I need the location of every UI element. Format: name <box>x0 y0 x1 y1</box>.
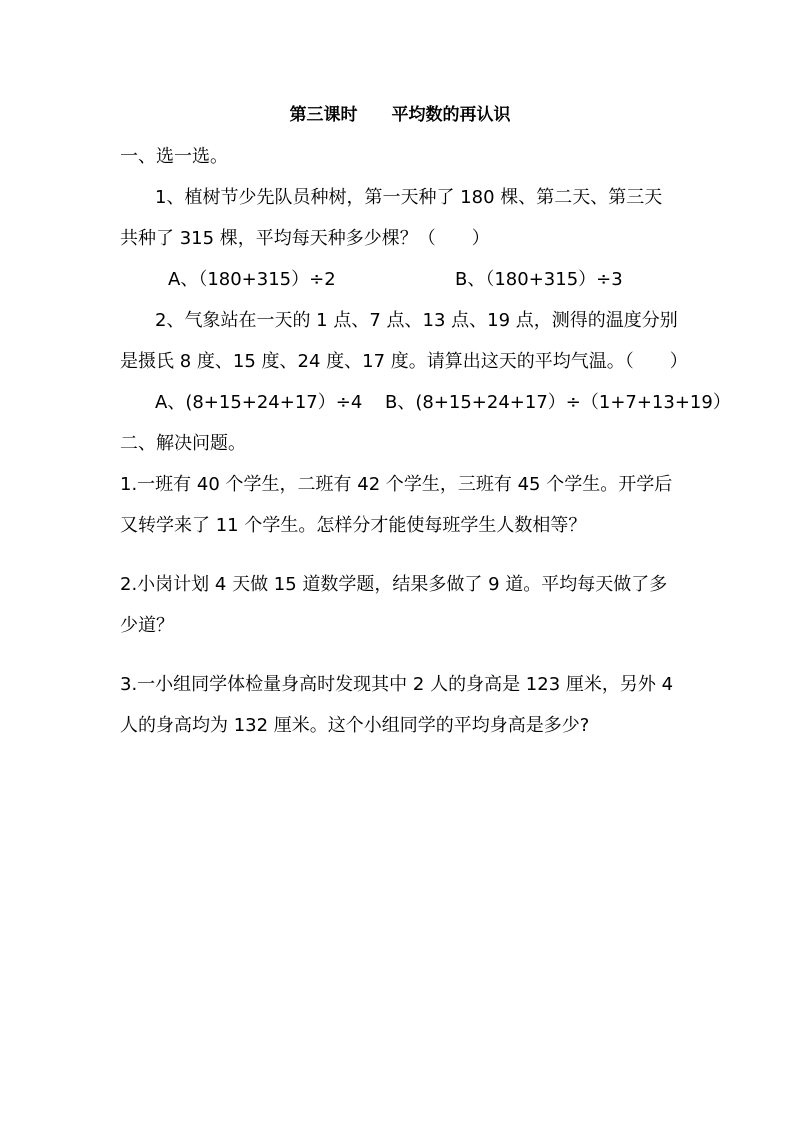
question-2-option-a: A、(8+15+24+17）÷4 <box>155 392 363 413</box>
problem-1-line-1: 1.一班有 40 个学生，二班有 42 个学生，三班有 45 个学生。开学后 <box>120 474 673 495</box>
question-2-option-b: B、(8+15+24+17）÷（1+7+13+19） <box>385 392 731 413</box>
spacer <box>120 546 680 564</box>
page-title: 第三课时 平均数的再认识 <box>289 105 511 125</box>
question-2-line-2: 是摄氏 8 度、15 度、24 度、17 度。请算出这天的平均气温。（ ） <box>120 351 688 372</box>
question-1-option-b: B、（180+315）÷3 <box>455 269 623 290</box>
section-two-heading: 二、解决问题。 <box>120 433 246 454</box>
question-2-options <box>120 382 731 423</box>
question-1-line-1: 1、植树节少先队员种树，第一天种了 180 棵、第二天、第三天 <box>155 187 663 208</box>
problem-3-line-1: 3.一小组同学体检量身高时发现其中 2 人的身高是 123 厘米，另外 4 <box>120 674 674 695</box>
problem-3-line-2: 人的身高均为 132 厘米。这个小组同学的平均身高是多少? <box>120 715 590 736</box>
problem-2-line-2: 少道？ <box>120 615 174 636</box>
spacer <box>120 646 680 664</box>
question-2-line-1: 2、气象站在一天的 1 点、7 点、13 点、19 点，测得的温度分别 <box>155 310 678 331</box>
question-1-option-a: A、（180+315）÷2 <box>168 269 336 290</box>
problem-1-line-2: 又转学来了 11 个学生。怎样分才能使每班学生人数相等？ <box>120 515 587 536</box>
section-one-heading: 一、选一选。 <box>120 146 228 167</box>
problem-2-line-1: 2.小岗计划 4 天做 15 道数学题，结果多做了 9 道。平均每天做了多 <box>120 574 668 595</box>
question-1-options <box>120 259 680 300</box>
question-1-line-2: 共种了 315 棵，平均每天种多少棵？（ ） <box>120 228 490 249</box>
worksheet-content <box>120 95 731 746</box>
